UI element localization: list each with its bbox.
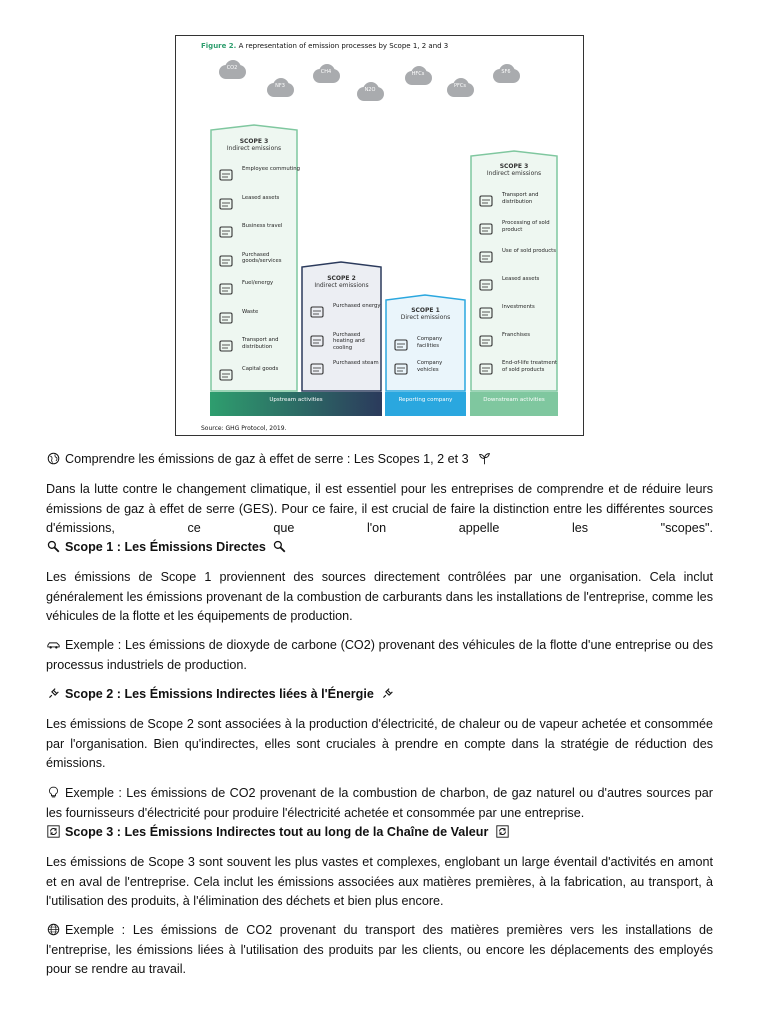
intro-title: Comprendre les émissions de gaz à effet de serre : Les Scopes 1, 2 et 3 [65,452,469,466]
scope-item [478,332,557,352]
scope-item-label: Purchased heating and cooling [333,331,365,351]
scope-item-label: Franchises [502,332,530,338]
scope-item [309,303,382,323]
scope-item [218,309,297,329]
globe-grid-icon [46,923,61,936]
scope3-downstream-column [470,150,558,392]
scope3-upstream-header: SCOPE 3 Indirect emissions [226,138,282,152]
figure-title: Figure 2. A representation of emission processes by Scope 1, 2 and 3 [201,42,449,50]
activity-icon [478,249,494,265]
activity-icon [478,221,494,237]
cycle-icon [46,825,61,838]
magnifier-icon [272,540,287,553]
scope-item-label: Purchased energy [333,303,381,309]
gas-cloud [403,65,433,87]
seedling-icon [477,452,492,465]
scope-item-label: End-of-life treatment of sold products [502,360,558,373]
gas-cloud [311,63,341,85]
scope2-paragraph: Les émissions de Scope 2 sont associées à la production d'électricité, de chaleur ou de vapeur achetée et consommée par l'organisation. Bien qu'indirectes, elles sont cruciales à prendre en compte dans la stratégie de réduction des émissions. [46,717,713,770]
magnifier-icon [46,540,61,553]
scope3-heading: Scope 3 : Les Émissions Indirectes tout au long de la Chaîne de Valeur [65,825,489,839]
activity-icon [393,337,409,353]
car-icon [46,638,61,651]
activity-icon [218,224,234,240]
scope-item-label: Waste [242,308,259,315]
scope-item [478,276,557,296]
activity-icon [218,253,234,269]
lightbulb-icon [46,786,61,799]
gas-label: N2O [364,87,376,93]
scope3-paragraph: Les émissions de Scope 3 sont souvent les plus vastes et complexes, englobant un large éventail d'activités en amont et en aval de l'entreprise. Cela inclut les émissions associées aux matières premières, à la fabrication, au transport, à l'utilisation des produits, à l'élimination des déchets et bien plus encore. [46,855,713,908]
scope1-example-line [46,636,713,675]
scope1-paragraph: Les émissions de Scope 1 proviennent des sources directement contrôlées par une organisation. Cela inclut généralement les émissions provenant de la combustion de carburants dans les installations de l'entreprise, comme les véhicules de la flotte et les équipements de production. [46,570,713,623]
activity-icon [218,310,234,326]
activity-icon [478,333,494,349]
scope1-header: SCOPE 1 Direct emissions [400,307,451,321]
activity-icon [478,193,494,209]
activity-icon [309,304,325,320]
scope-item [218,366,297,386]
cycle-icon [495,825,510,838]
scope1-heading-line [46,538,713,558]
scope-item-label: Transport and distribution [242,337,279,350]
scope2-example-line [46,784,713,823]
scope3-upstream-column [210,124,301,392]
scope-item [393,336,466,356]
scope-item [393,360,466,380]
activity-icon [478,361,494,377]
gas-cloud [491,63,521,85]
scope-item [218,195,297,215]
scope-item-label: Capital goods [242,365,279,372]
activity-icon [218,367,234,383]
scope-item-label: Company facilities [417,336,443,349]
scope2-header: SCOPE 2 Indirect emissions [314,275,369,289]
scope-item [218,252,297,272]
scope1-heading: Scope 1 : Les Émissions Directes [65,540,266,554]
column-outline [470,150,558,392]
activity-icon [218,167,234,183]
activity-icon [478,277,494,293]
scope-item [478,192,557,212]
scope-item [478,248,557,268]
upstream-activities-base: Upstream activities [210,392,382,416]
scope-item [218,337,297,357]
globe-icon [46,452,61,465]
scope-item-label: Investments [502,304,535,310]
gas-cloud [217,59,247,81]
scope2-heading: Scope 2 : Les Émissions Indirectes liées à l'Énergie [65,687,374,701]
scope3-heading-line [46,823,713,843]
figure-source: Source: GHG Protocol, 2019. [201,425,287,432]
activity-icon [393,361,409,377]
plug-icon [46,687,61,700]
scope3-example: Exemple : Les émissions de CO2 provenant du transport des matières premières vers les installations de l'entreprise, les émissions liées à l'utilisation des produits par les clients, ou encore les déplacements des employés pour se rendre au travail. [46,923,713,976]
scope-item-label: Business travel [242,223,283,229]
scope-item-label: Company vehicles [417,360,443,373]
scope-item-label: Purchased goods/services [242,251,282,264]
scope2-heading-line [46,685,713,705]
gas-cloud [265,77,295,99]
gas-label: SF6 [501,69,511,75]
scope-item [218,280,297,300]
scope-item-label: Purchased steam [333,360,379,366]
scope-item [309,360,382,380]
scope2-column [301,261,382,392]
scope-item-label: Use of sold products [502,248,557,254]
scope3-example-line [46,921,713,980]
scope-item [218,166,301,186]
downstream-activities-base: Downstream activities [470,392,558,416]
gas-label: PFCs [454,83,466,89]
scope1-column [385,294,466,392]
scope-item-label: Employee commuting [242,166,301,172]
scope-item-label: Processing of sold product [502,220,550,233]
activity-icon [218,338,234,354]
activity-icon [218,281,234,297]
gas-label: NF3 [275,83,285,89]
scope-item [478,220,557,240]
scope-item-label: Leased assets [242,194,280,201]
gas-label: CH4 [320,69,332,75]
plug-icon [380,687,395,700]
scope-item-label: Fuel/energy [242,280,274,286]
scope-item-label: Leased assets [502,276,540,282]
activity-icon [218,196,234,212]
scope3-downstream-header: SCOPE 3 Indirect emissions [486,163,542,177]
gas-label: HFCs [411,71,425,77]
gas-cloud [355,81,385,103]
intro-paragraph: Dans la lutte contre le changement climatique, il est essentiel pour les entreprises de comprendre et de réduire leurs émissions de gaz à effet de serre (GES). Pour ce faire, il est crucial de faire la distinction entre les différentes sources d'émissions, ce que l'on appelle les "scopes". [46,482,713,535]
activity-icon [478,305,494,321]
scope-item [478,360,557,380]
scope1-example: Exemple : Les émissions de dioxyde de carbone (CO2) provenant des véhicules de la flotte d'une entreprise ou des processus industriels de production. [46,638,713,672]
reporting-company-base: Reporting company [385,392,466,416]
scope2-example: Exemple : Les émissions de CO2 provenant de la combustion de charbon, de gaz naturel ou d'autres sources par les fournisseurs d'électricité pour produire l'électricité achetée et consommée par une entreprise. [46,786,713,820]
activity-icon [309,361,325,377]
gas-cloud [445,77,475,99]
emissions-figure [175,35,584,436]
gas-label: CO2 [226,65,238,71]
activity-icon [309,333,325,349]
intro-title-line [46,450,713,470]
scope-item [309,332,382,352]
scope-item [218,223,297,243]
scope-item [478,304,557,324]
scope-item-label: Transport and distribution [502,192,539,205]
